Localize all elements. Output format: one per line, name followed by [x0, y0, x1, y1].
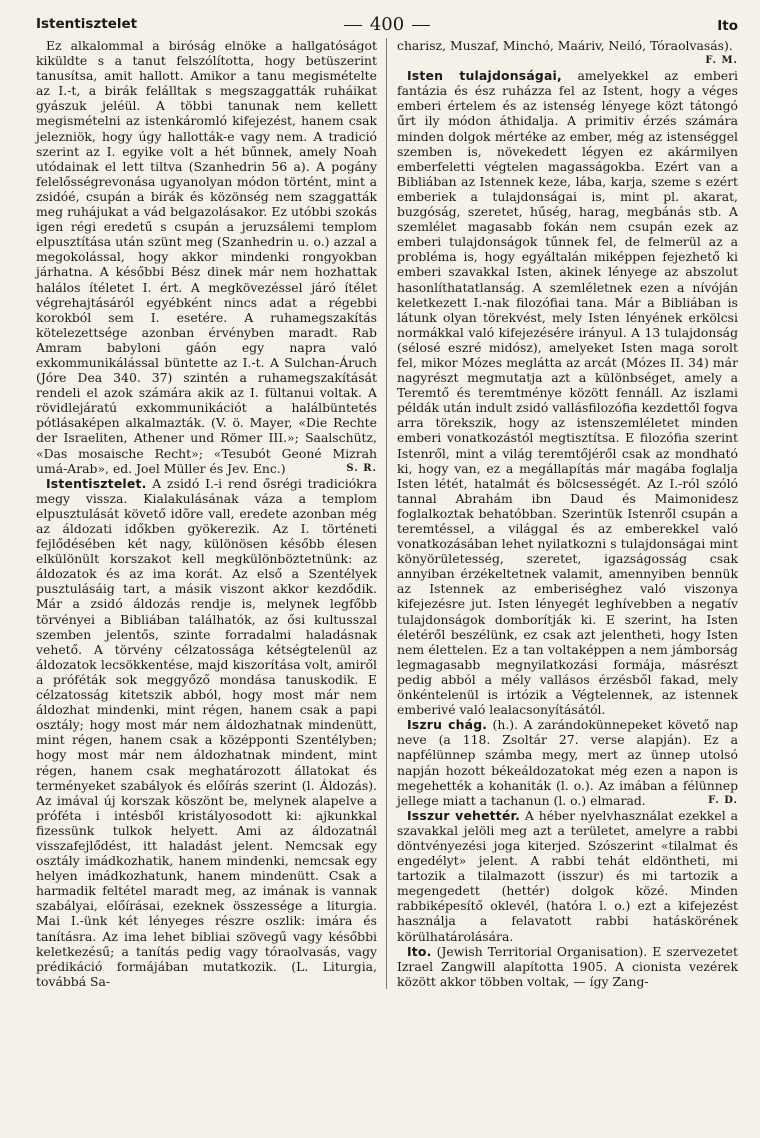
author-signature: S. R.	[346, 462, 377, 474]
entry-text: A zsidó I.-i rend ősrégi tradiciókra megy vissza. Kialakulásának váza a templom elpusztulását követő idõre vall, eredete azonban még az áldozati időkben gyökerezik. Az I. történeti fejlődésében két nagy, különösen később élesen elkülönült korszakot kell megkülönböztetnünk: az áldozatok és az ima korát. Az első a Szentélyek pusztulásáig tart, a másik viszont akkor kezdődik. Már a zsidó áldozás rendje is, melynek legfőbb törvényei a Bibliában találhatók, az ősi kultusszal szemben jelentős, szinte forradalmi haladásnak vehető. A törvény célzatossága kétségtelenül az áldozatok lecsökkentése, majd kiszorítása volt, amiről a próféták sok meggyőző mondása tanuskodik. E célzatosság kitetszik abból, hogy most már nem áldozhat mindenki, mint régen, hanem csak a papi osztály; hogy most már nem áldozhatnak mindenütt, mint régen, hanem csak a középponti Szentélyben; hogy most már nem áldozhatnak mindent, mint régen, hanem csak meghatározott állatokat és terményeket szabályok és előírás szerint (l. Áldozás). Az imával új korszak köszönt be, melynek alapelve a próféta i intésből kristályosodott ki: ajkunkkal fizessünk tulkok helyett. Ami az áldozatnál visszafejlődést, itt haladást jelent. Nemcsak egy osztály imádkozhatik, hanem mindenki, nemcsak egy helyen imádkozhatunk, hanem mindenütt. Csak a harmadik feltétel maradt meg, az imának is vannak szabályai, előírásai, ezeknek összessége a liturgia. Mai I.-ünk két lényeges részre oszlik: imára és tanításra. Az ima lehet bibliai szövegű vagy későbbi keletkezésű; a tanítás pedig vagy tóraolvasás, vagy prédikáció formájában mutatkozik. (L. Liturgia, továbbá Sa-	[36, 475, 377, 989]
entry-headword: Isten tulajdonságai,	[407, 68, 562, 84]
entry-isten-tulajdonsagai	[397, 68, 738, 717]
entry-headword: Isszur vehettér.	[407, 807, 520, 823]
entry-isszur-vehetter	[397, 808, 738, 944]
entry-istentisztelet	[36, 476, 377, 989]
author-signature: F. M.	[705, 55, 738, 67]
author-signature: F. D.	[708, 794, 738, 806]
entry-text: Ez alkalommal a biróság elnöke a hallgatóságot kiküldte s a tanut felszólította, hogy betüszerint tanusítsa, amit hallott. Amikor a tanu megismételte az I.-t, a birák felálltak s megszaggatták ruháikat gyászuk jeléül. A többi tanunak nem kellett megismételni az istenkáromló kifejezést, hanem csak jelezniök, hogy úgy hallották-e vagy nem. A tradició szerint az I. egyike volt a hét bűnnek, amely Noah utódainak el lett tiltva (Szanhedrin 56 a). A pogány felelősségrevonása ugyanolyan módon történt, mint a zsidóé, csupán a birák és közönség nem szaggatták meg ruhájukat a vád belgazolásakor. Ez utóbbi szokás igen régi eredetű s csupán a jeruzsálemi templom elpusztítása után szünt meg (Szanhedrin u. o.) azzal a megokolással, hogy akkor mindenki rongyokban járhatna. A későbbi Bész dinek már nem hozhattak halálos ítéletet I. ért. A megkövezéssel járó ítélet végrehajtásáról egyébként nincs adat a régebbi korokból sem I. esetére. A ruhamegszakítás kötelezettsége azonban érvényben maradt. Rab Amram babyloni gáón egy napra való exkommunikálással büntette az I.-t. A Sulchan-Áruch (Jóre Dea 340. 37) szintén a ruhamegszakítását rendeli el azok számára akik az I. fültanui voltak. A rövidlejáratú exkommunikációt a halálbüntetés pótlásaképen alkalmazták. (V. ö. Mayer, «Die Rechte der Israeliten, Athener und Römer III.»; Saalschütz, «Das mosaische Recht»; «Tesubót Geoné Mizrah umá-Arab», ed. Joel Müller és Jev. Enc.)	[36, 38, 377, 476]
entry-text: amelyekkel az emberi fantázia és ész ruházza fel az Istent, hogy a véges emberi értelem és az istenség lényege közt tátongó űrt ily módon áthidalja. A primitiv érzés számára minden dolgok mértéke az ember, még az istenséggel szemben is, növekedett légyen ez akármilyen emberfeletti végtelen magasságokba. Ezért van a Bibliában az Istennek keze, lába, karja, szeme s ezért emberiek a tulajdonságai is, mint pl. akarat, buzgóság, szeretet, hűség, harag, megbánás stb. A szemlélet magasabb fokán nem csupán ezek az emberi tulajdonságok tűnnek fel, de felmerül az a probléma is, hogy egyáltalán miképpen fejezhető ki emberi szavakkal Isten, akinek lényege az abszolut hasonlíthatatlanság. A szemléletnek ezen a nívóján keletkezett I.-nak filozófiai tana. Már a Bibliában is látunk olyan törekvést, mely Isten lényének erkölcsi normákkal való kifejezésére irányul. A 13 tulajdonság (sélosé eszré midósz), amelyeket Isten maga sorolt fel, mikor Mózes meglátta az arcát (Mózes II. 34) már nagyrészt megmutatja azt a különbséget, amely a Teremtő és teremtménye között fennáll. Az iszlami példák után indult zsidó vallásfilozófia kezdettől fogva arra törekszik, hogy az istenszemléletet minden emberi vonatkozástól megtisztítsa. E filozófia szerint Istenről, mint a világ teremtőjéről csak az mondható ki, hogy van, ez a megállapítás már magába foglalja Isten létét, hatalmát és bölcsességét. Az I.-ról szóló tannal Abrahám ibn Daud és Maimonidesz foglalkoztak behatóbban. Szerintük Istenről csupán a teremtéssel, a világgal és az emberekkel való vonatkozásában lehet nyilatkozni s tulajdonságai mint könyörületesség, szeretet, igazságosság csak annyiban érzékeltetnek valamit, amennyiben bennük az Istennek az emberiséghez való viszonya kifejezésre jut. Isten lényegét leghívebben a negatív tulajdonságok domborítják ki. E szerint, ha Isten életéről beszélünk, ez csak azt jelentheti, hogy Isten nem élettelen. Ez a tan voltaképpen a nem jámborság legmagasabb megnyilatkozási formája, másrészt pedig abból a mély vallásos érzésből fakad, mely önkéntelenül is irtózik a Végtelennek, az istennek emberivé való lealacsonyításától.	[397, 68, 739, 718]
entry-text: A héber nyelvhasználat ezekkel a szavakkal jelöli meg azt a területet, amelyre a rabbi döntvényezési joga kiterjed. Szószerint «tilalmat és engedélyt» jelent. A rabbi tehát eldöntheti, mi tartozik a tilalmazott (isszur) és mi tartozik a megengedett (hettér) dolgok közé. Minden rabbiképesítő oklevél, (hatóra l. o.) ezt a kifejezést használja a felavatott rabbi hatáskörének körülhatárolására.	[397, 807, 738, 944]
header-running-title: Istentisztelet	[36, 16, 138, 32]
entry-headword: Iszru chág.	[407, 717, 488, 733]
entry-headword: Istentisztelet.	[46, 475, 147, 491]
text-columns	[36, 38, 738, 989]
left-column	[36, 38, 387, 989]
header-guide-word: Ito	[717, 18, 738, 34]
page-number: 400	[36, 14, 738, 35]
page-header	[36, 14, 738, 36]
entry-headword: Ito.	[407, 943, 432, 959]
entry-iszru-chag	[397, 717, 738, 808]
entry-text: charisz, Muszaf, Minchó, Maáriv, Neiló, Tóraolvasás).	[397, 38, 733, 53]
entry-text: (h.). A zarándokünnepeket követő nap neve (a 118. Zsoltár 27. verse alapján). Ez a napfélünnep számba megy, mert az ünnep utolsó napján hozott békeáldozatokat még ezen a napon is megehették a kohaniták (l. o.). Az imában a félünnep jellege miatt a tachanun (l. o.) elmarad.	[397, 717, 739, 808]
entry-ito	[397, 944, 738, 989]
entry-text: (Jewish Territorial Organisation). E szervezetet Izrael Zangwill alapította 1905. A cionista vezérek között akkor többen voltak, — így Zang-	[397, 943, 738, 989]
entry-continuation	[397, 38, 738, 68]
entry-continuation	[36, 38, 377, 476]
right-column	[387, 38, 738, 989]
